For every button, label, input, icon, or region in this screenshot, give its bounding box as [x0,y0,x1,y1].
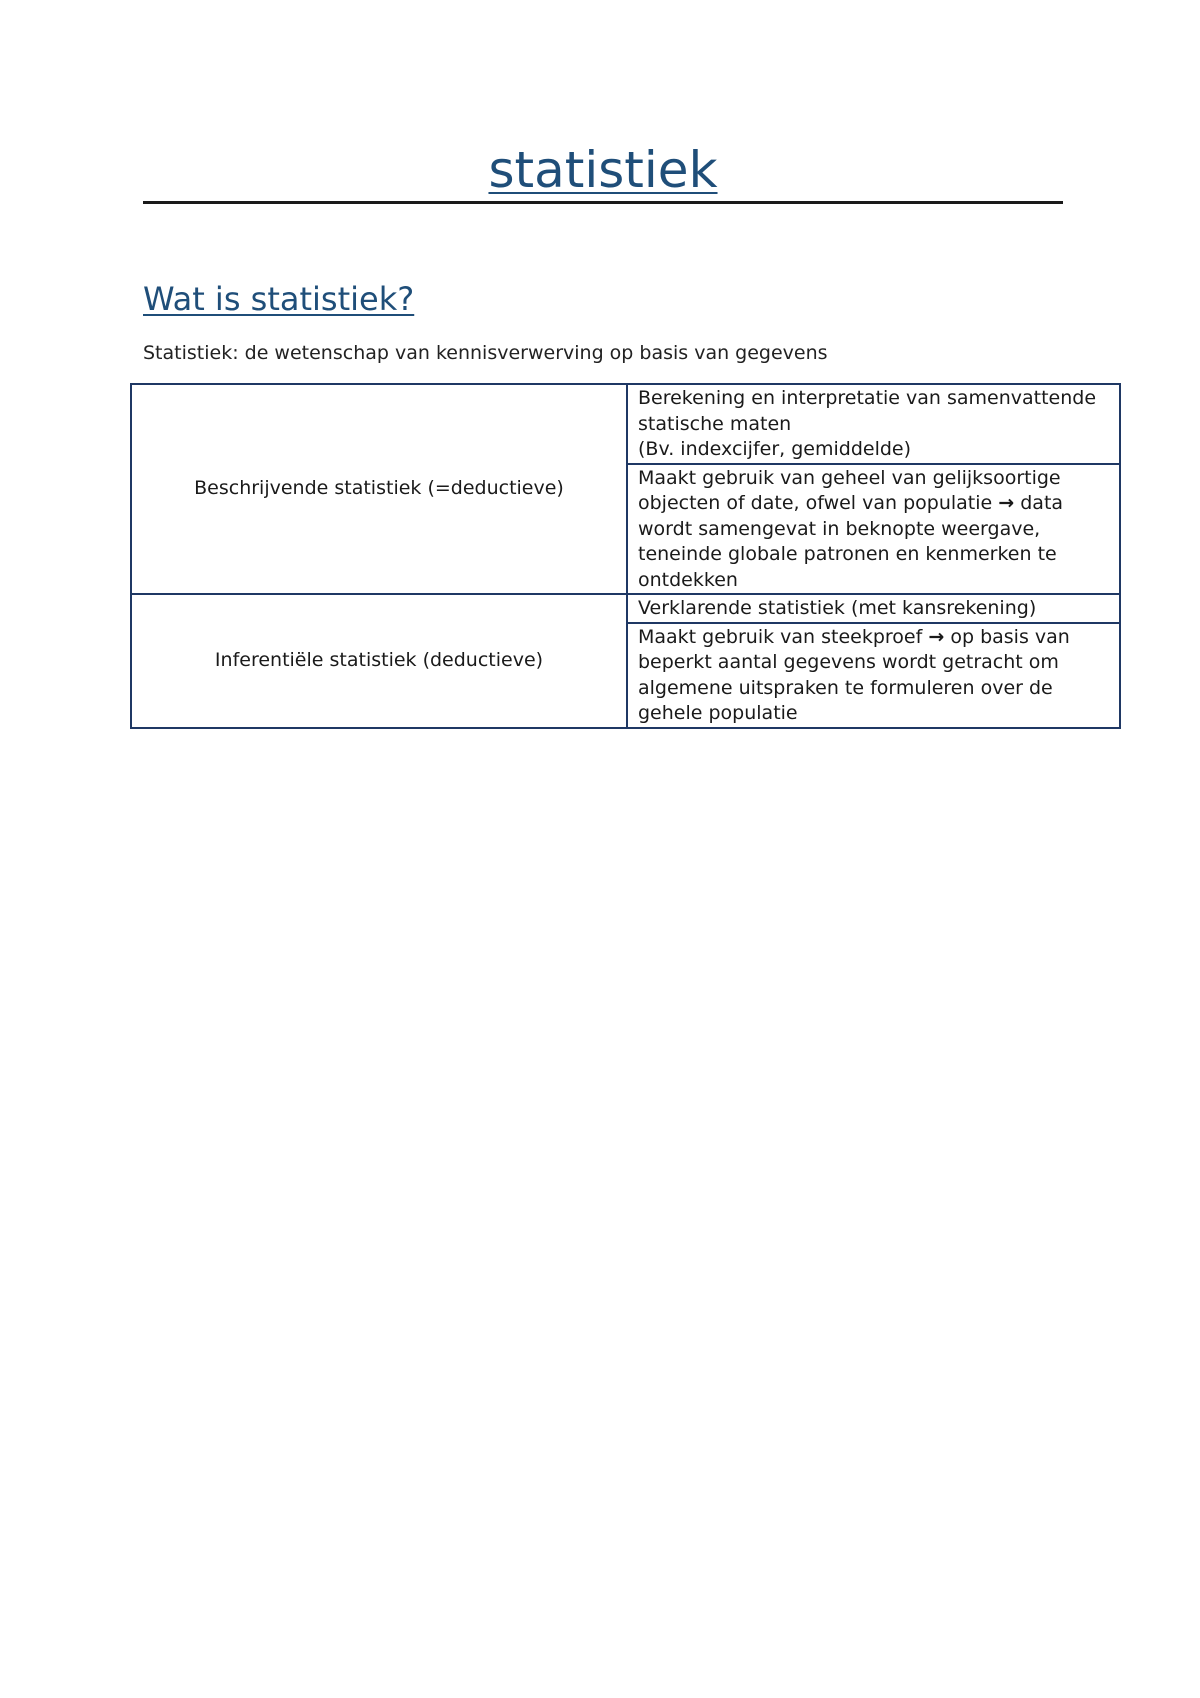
detail-cell [627,623,1120,728]
detail-line: Maakt gebruik van steekproef → op basis van [638,625,1070,648]
arrow-right-icon: → [928,625,945,648]
statistics-types-table [130,383,1121,729]
detail-line: beperkt aantal gegevens wordt getracht om [638,651,1059,673]
detail-line: gehele populatie [638,702,798,724]
detail-line: algemene uitspraken te formuleren over de [638,676,1053,699]
detail-cell [627,594,1120,623]
category-label: Beschrijvende statistiek (=deductieve) [194,477,564,500]
detail-cell [627,464,1120,595]
definition-text: Statistiek: de wetenschap van kennisverwerving op basis van gegevens [143,342,828,364]
category-cell-inferential [131,594,627,728]
table-row [131,384,1120,464]
detail-line: (Bv. indexcijfer, gemiddelde) [638,438,912,460]
category-label: Inferentiële statistiek (deductieve) [214,649,544,671]
category-cell-descriptive [131,384,627,594]
detail-line: wordt samengevat in beknopte weergave, [638,517,1041,540]
detail-line: teneinde globale patronen en kenmerken te [638,543,1057,565]
arrow-right-icon: → [998,492,1015,514]
section-heading: Wat is statistiek? [143,280,415,318]
detail-line: ontdekken [638,568,738,591]
detail-line: Maakt gebruik van geheel van gelijksoortige [638,466,1061,489]
page-title: statistiek [488,141,718,199]
detail-line: statische maten [638,412,792,435]
detail-line: objecten of date, ofwel van populatie → data [638,492,1064,514]
title-rule [143,201,1063,204]
table-row [131,594,1120,623]
detail-line: Berekening en interpretatie van samenvattende [638,387,1097,409]
detail-cell [627,384,1120,464]
detail-line: Verklarende statistiek (met kansrekening) [638,597,1037,619]
